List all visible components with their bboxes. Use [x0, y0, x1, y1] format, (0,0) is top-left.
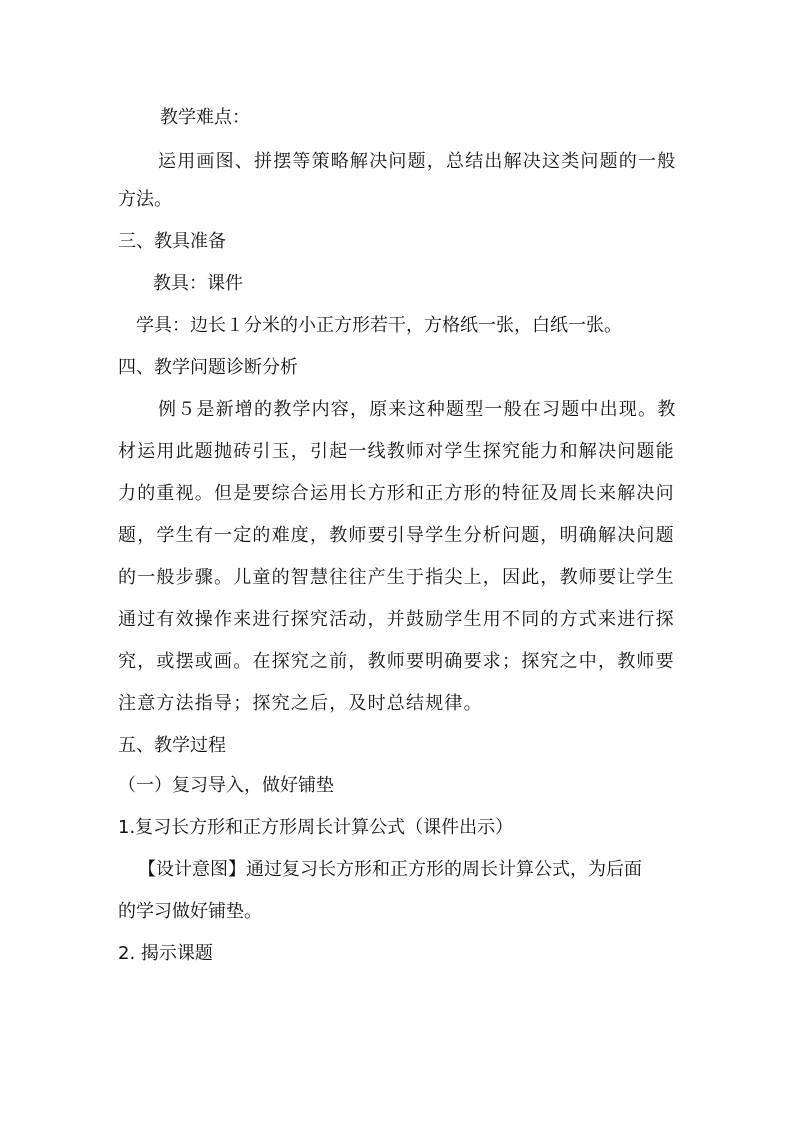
section-3-heading: 三、教具准备	[118, 231, 226, 252]
teaching-difficulty-text-line2: 方法。	[118, 189, 172, 210]
teaching-difficulty-text-line1: 运用画图、拼摆等策略解决问题，总结出解决这类问题的一般	[158, 151, 677, 172]
item-1-text: 1.复习长方形和正方形周长计算公式（课件出示）	[118, 817, 514, 838]
diagnosis-line-3: 力的重视。但是要综合运用长方形和正方形的特征及周长来解决问	[118, 483, 675, 504]
section-4-heading: 四、教学问题诊断分析	[118, 357, 298, 378]
diagnosis-line-2: 材运用此题抛砖引玉，引起一线教师对学生探究能力和解决问题能	[118, 441, 675, 462]
item-2-text: 2. 揭示课题	[118, 943, 213, 964]
design-intent-line2: 的学习做好铺垫。	[118, 901, 262, 922]
diagnosis-line-5: 的一般步骤。儿童的智慧往往产生于指尖上，因此，教师要让学生	[118, 567, 675, 588]
diagnosis-line-1: 例５是新增的教学内容，原来这种题型一般在习题中出现。教	[158, 399, 677, 420]
teaching-difficulty-heading: 教学难点：	[160, 107, 250, 128]
diagnosis-line-4: 题，学生有一定的难度，教师要引导学生分析问题，明确解决问题	[118, 525, 675, 546]
student-tools-text: 学具：边长１分米的小正方形若干，方格纸一张，白纸一张。	[136, 315, 622, 336]
diagnosis-line-6: 通过有效操作来进行探究活动，并鼓励学生用不同的方式来进行探	[118, 609, 675, 630]
teacher-tools-text: 教具：课件	[153, 273, 243, 294]
diagnosis-line-7: 究，或摆或画。在探究之前，教师要明确要求；探究之中，教师要	[118, 651, 675, 672]
design-intent-line1: 【设计意图】通过复习长方形和正方形的周长计算公式，为后面	[138, 859, 642, 880]
diagnosis-line-8: 注意方法指导；探究之后，及时总结规律。	[118, 693, 483, 714]
section-5-heading: 五、教学过程	[118, 735, 226, 756]
subsection-1-heading: （一）复习导入，做好铺垫	[118, 775, 334, 796]
